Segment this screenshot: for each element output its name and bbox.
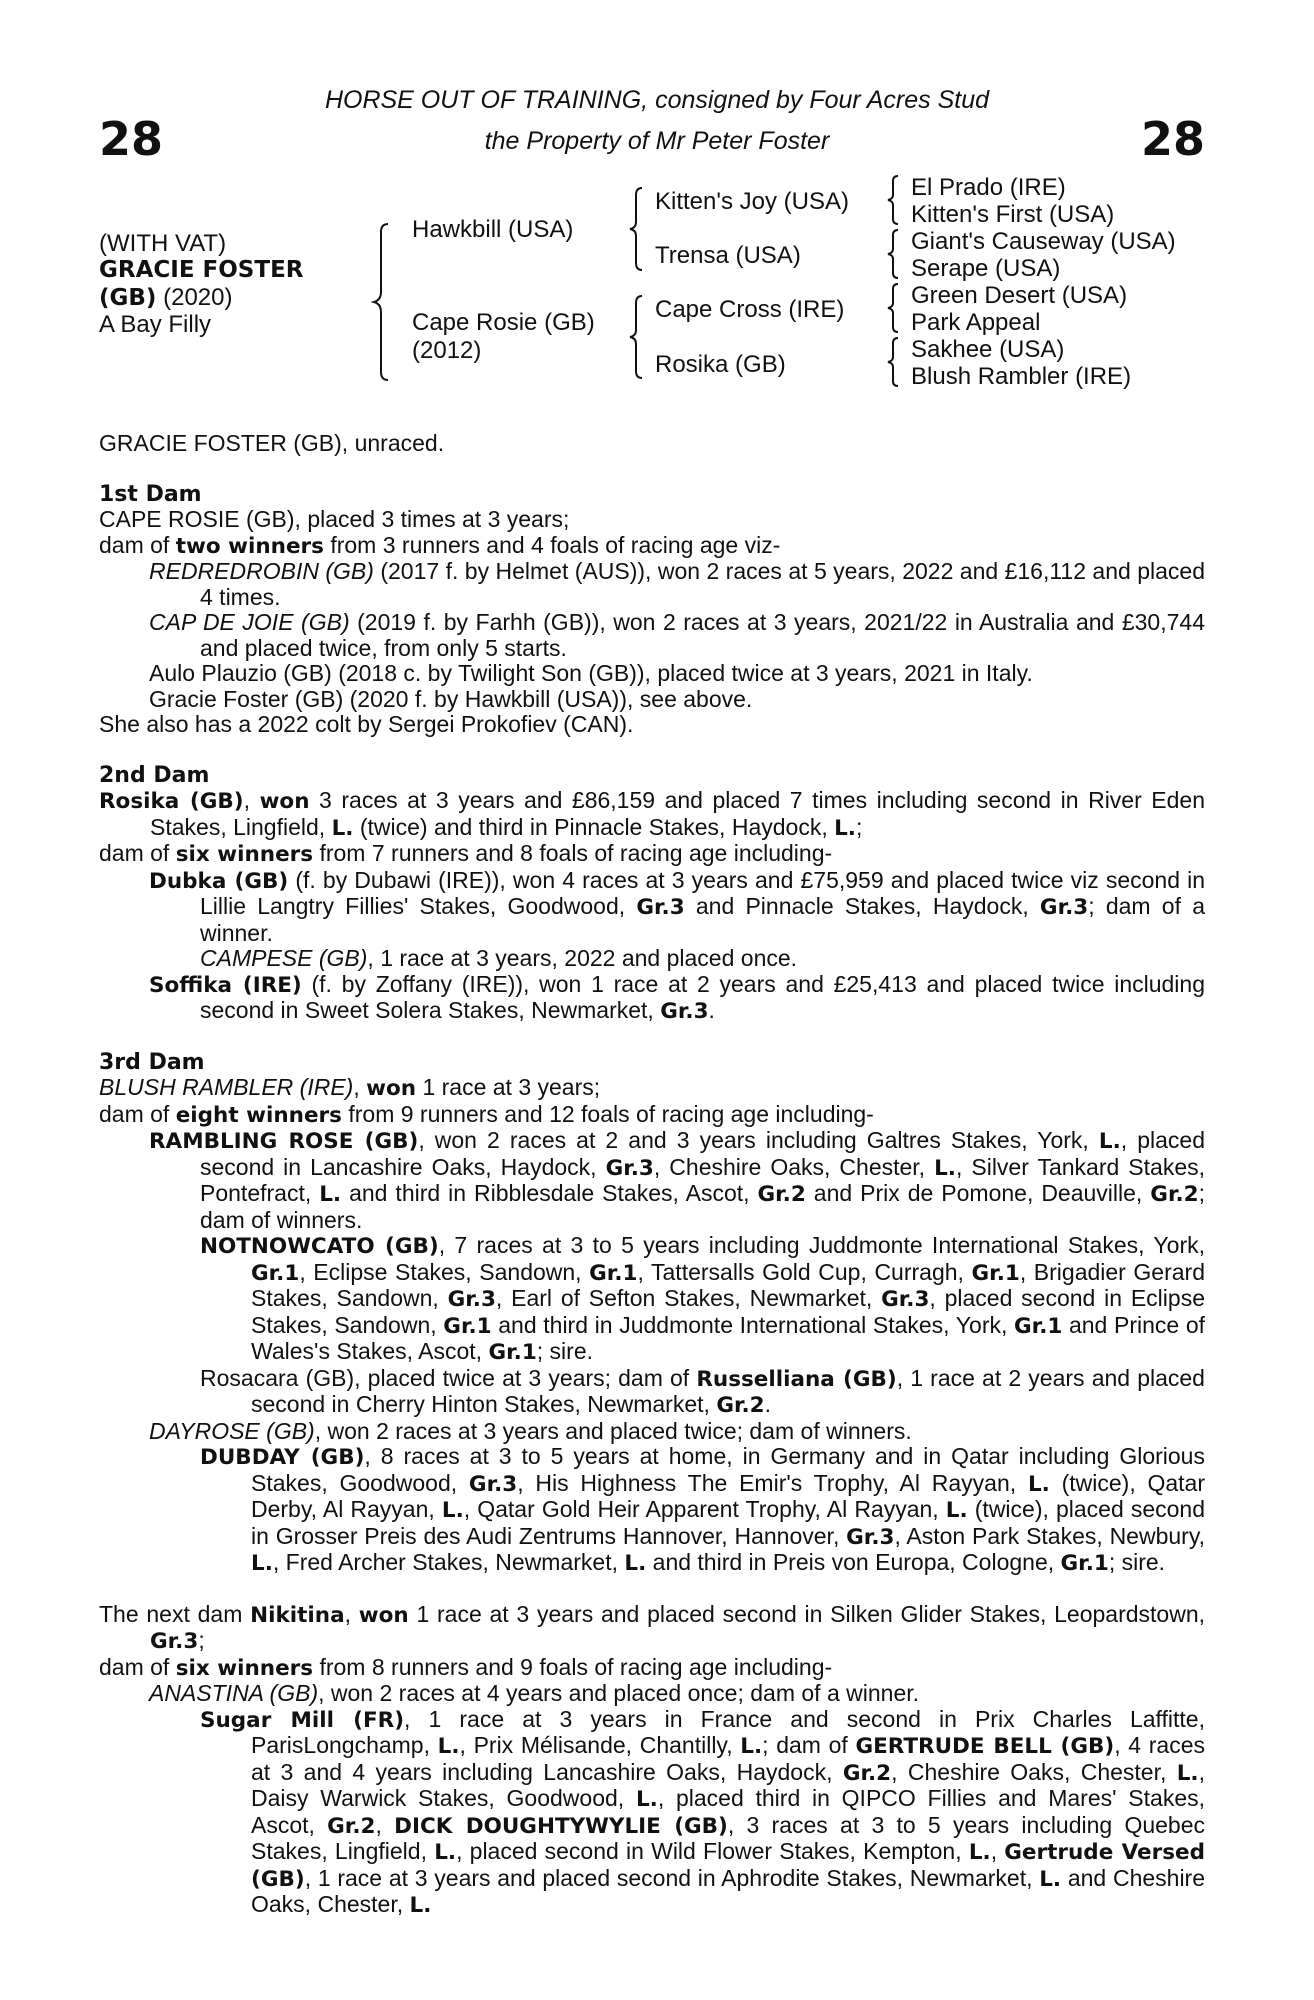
third-dam-summary: BLUSH RAMBLER (IRE), won 1 race at 3 years; (99, 1074, 601, 1101)
pedigree-grandparent: Kitten's Joy (USA) (655, 188, 849, 215)
first-dam-summary: CAPE ROSIE (GB), placed 3 times at 3 years; (99, 506, 570, 532)
horse-name: GRACIE FOSTER (99, 257, 304, 283)
pedigree-brace-6 (884, 282, 902, 334)
pedigree-brace-2 (626, 186, 646, 272)
pedigree-brace-3 (626, 294, 646, 380)
pedigree-brace-5 (884, 228, 902, 280)
produce-entry: ANASTINA (GB), won 2 races at 4 years and placed once; dam of a winner. (149, 1680, 920, 1706)
header-property: the Property of Mr Peter Foster (484, 127, 830, 155)
pedigree-grandparent: Trensa (USA) (655, 242, 801, 269)
next-dam-produce-intro: dam of six winners from 8 runners and 9 foals of racing age including- (99, 1653, 833, 1681)
header-consignor: HORSE OUT OF TRAINING, consigned by Four Acres Stud (324, 86, 990, 114)
pedigree-great-grandparent: Giant's Causeway (USA) (911, 228, 1176, 255)
pedigree-great-grandparent: Serape (USA) (911, 255, 1061, 282)
pedigree-grandparent: Cape Cross (IRE) (655, 296, 845, 323)
vat-note: (WITH VAT) (99, 230, 227, 257)
second-dam-summary: Rosika (GB), won 3 races at 3 years and £86,159 and placed 7 times including second in River Eden Stakes, Lingfield, L. (twice) and third in Pinnacle Stakes, Haydock, L.; (99, 787, 1206, 841)
produce-entry: RAMBLING ROSE (GB), won 2 races at 2 and 3 years including Galtres Stakes, York, L., placed second in Lancashire Oaks, Haydock, Gr.3, Cheshire Oaks, Chester, L., Silver Tankard Stakes, Pontefract, L. and third in Ribblesdale Stakes, Ascot, Gr.2 and Prix de Pomone, Deauville, Gr.2; dam of winners. (149, 1127, 1206, 1233)
lot-number-left: 28 (99, 112, 164, 166)
horse-country-year (99, 284, 232, 312)
produce-entry: Sugar Mill (FR), 1 race at 3 years in France and second in Prix Charles Laffitte, ParisLongchamp, L., Prix Mélisande, Chantilly, L.; dam of GERTRUDE BELL (GB), 4 races at 3 and 4 years including Lancashire Oaks, Haydock, Gr.2, Cheshire Oaks, Chester, L., Daisy Warwick Stakes, Goodwood, L., placed third in QIPCO Fillies and Mares' Stakes, Ascot, Gr.2, DICK DOUGHTYWYLIE (GB), 3 races at 3 to 5 years including Quebec Stakes, Lingfield, L., placed second in Wild Flower Stakes, Kempton, L., Gertrude Versed (GB), 1 race at 3 years and placed second in Aphrodite Stakes, Newmarket, L. and Cheshire Oaks, Chester, L. (200, 1705, 1206, 1918)
horse-year: (2020) (163, 284, 233, 311)
pedigree-great-grandparent: Park Appeal (911, 309, 1041, 336)
pedigree-great-grandparent: Blush Rambler (IRE) (911, 363, 1132, 390)
pedigree-great-grandparent: Sakhee (USA) (911, 336, 1065, 363)
pedigree-brace-1 (370, 222, 392, 382)
next-dam-summary: The next dam Nikitina, won 1 race at 3 years and placed second in Silken Glider Stakes, Leopardstown, Gr.3; (99, 1600, 1205, 1654)
lot-number-right: 28 (1140, 112, 1205, 166)
pedigree-grandparent: Rosika (GB) (655, 351, 786, 378)
first-dam-also: She also has a 2022 colt by Sergei Prokofiev (CAN). (99, 711, 634, 737)
produce-entry: CAP DE JOIE (GB) (2019 f. by Farhh (GB)), won 2 races at 3 years, 2021/22 in Australia and £30,744 and placed twice, from only 5 starts. (149, 609, 1205, 661)
section-heading-3rd-dam: 3rd Dam (99, 1049, 205, 1075)
produce-entry: CAMPESE (GB), 1 race at 3 years, 2022 and placed once. (200, 945, 798, 971)
produce-entry: REDREDROBIN (GB) (2017 f. by Helmet (AUS)), won 2 races at 5 years, 2022 and £16,112 and placed 4 times. (149, 558, 1205, 610)
third-dam-produce-intro: dam of eight winners from 9 runners and 12 foals of racing age including- (99, 1100, 874, 1128)
produce-entry: DAYROSE (GB), won 2 races at 3 years and placed twice; dam of winners. (149, 1417, 912, 1444)
pedigree-great-grandparent: El Prado (IRE) (911, 174, 1066, 201)
section-heading-1st-dam: 1st Dam (99, 481, 202, 507)
produce-entry: Soffika (IRE) (f. by Zoffany (IRE)), won 1 race at 2 years and £25,413 and placed twice including second in Sweet Solera Stakes, Newmarket, Gr.3. (149, 970, 1206, 1024)
pedigree-dam-year: (2012) (412, 337, 482, 364)
produce-entry: Aulo Plauzio (GB) (2018 c. by Twilight Son (GB)), placed twice at 3 years, 2021 in Italy. (149, 660, 1033, 686)
horse-description: A Bay Filly (99, 311, 212, 338)
pedigree-brace-7 (884, 336, 902, 388)
race-summary: GRACIE FOSTER (GB), unraced. (99, 430, 445, 456)
produce-entry: Dubka (GB) (f. by Dubawi (IRE)), won 4 races at 3 years and £75,959 and placed twice viz second in Lillie Langtry Fillies' Stakes, Goodwood, Gr.3 and Pinnacle Stakes, Haydock, Gr.3; dam of a winner. (149, 866, 1205, 946)
horse-country: (GB) (99, 285, 157, 311)
produce-entry: Rosacara (GB), placed twice at 3 years; dam of Russelliana (GB), 1 race at 2 years and placed second in Cherry Hinton Stakes, Newmarket, Gr.2. (200, 1364, 1205, 1418)
produce-entry: NOTNOWCATO (GB), 7 races at 3 to 5 years including Juddmonte International Stakes, York, Gr.1, Eclipse Stakes, Sandown, Gr.1, Tattersalls Gold Cup, Curragh, Gr.1, Brigadier Gerard Stakes, Sandown, Gr.3, Earl of Sefton Stakes, Newmarket, Gr.3, placed second in Eclipse Stakes, Sandown, Gr.1 and third in Juddmonte International Stakes, York, Gr.1 and Prince of Wales's Stakes, Ascot, Gr.1; sire. (200, 1232, 1206, 1365)
section-heading-2nd-dam: 2nd Dam (99, 762, 210, 788)
pedigree-great-grandparent: Kitten's First (USA) (911, 201, 1115, 228)
produce-entry: Gracie Foster (GB) (2020 f. by Hawkbill (USA)), see above. (149, 685, 753, 712)
second-dam-produce-intro: dam of six winners from 7 runners and 8 foals of racing age including- (99, 840, 833, 867)
produce-entry: DUBDAY (GB), 8 races at 3 to 5 years at home, in Germany and in Qatar including Glorious Stakes, Goodwood, Gr.3, His Highness The Emir's Trophy, Al Rayyan, L. (twice), Qatar Derby, Al Rayyan, L., Qatar Gold Heir Apparent Trophy, Al Rayyan, L. (twice), placed second in Grosser Preis des Audi Zentrums Hannover, Hannover, Gr.3, Aston Park Stakes, Newbury, L., Fred Archer Stakes, Newmarket, L. and third in Preis von Europa, Cologne, Gr.1; sire. (200, 1443, 1206, 1576)
pedigree-brace-4 (884, 174, 902, 226)
pedigree-great-grandparent: Green Desert (USA) (911, 282, 1128, 309)
first-dam-produce-intro: dam of two winners from 3 runners and 4 foals of racing age viz- (99, 531, 781, 559)
pedigree-sire: Hawkbill (USA) (412, 216, 574, 243)
catalogue-body (99, 431, 1205, 1919)
pedigree-dam: Cape Rosie (GB) (412, 309, 595, 336)
